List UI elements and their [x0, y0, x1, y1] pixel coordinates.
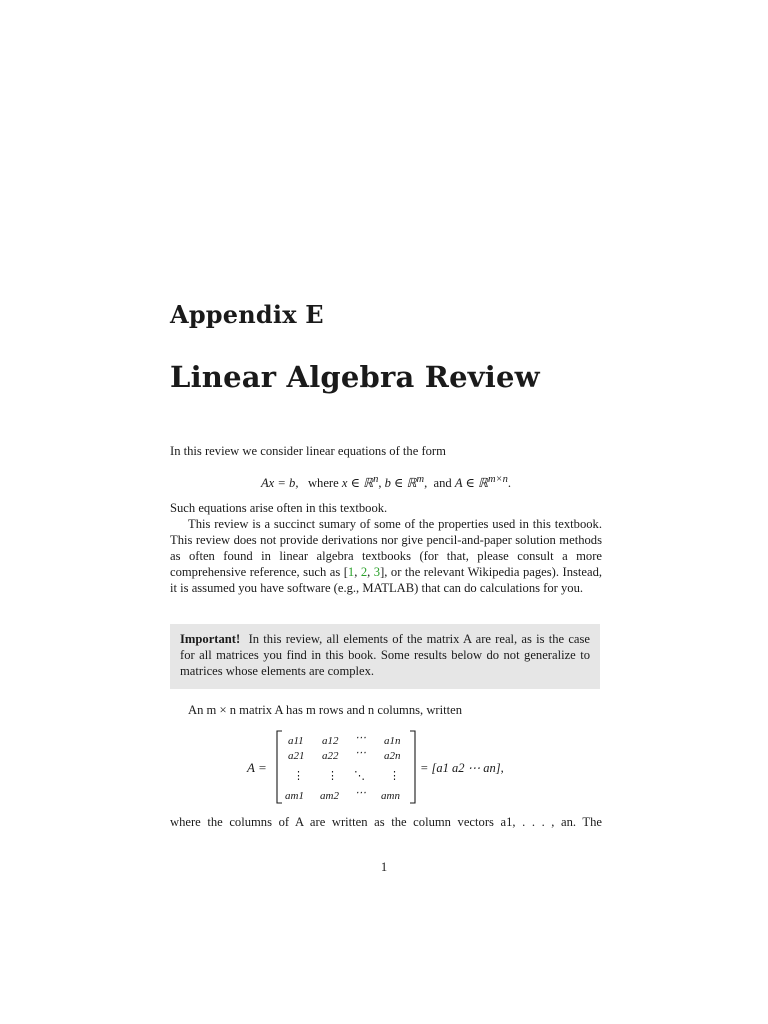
matrix-cell: ⋮ [327, 770, 338, 782]
appendix-label: Appendix E [170, 300, 324, 329]
page-number: 1 [380, 860, 388, 874]
matrix-cell: ⋯ [355, 747, 366, 759]
chapter-title: Linear Algebra Review [170, 360, 540, 394]
equation-linear-system: Ax = b, where x ∈ ℝ$^n$, b ∈ ℝ$^m$, and A ∈ ℝ$^{m\times n}$. [260, 474, 512, 491]
citation-link-1[interactable]: 1 [347, 564, 355, 579]
matrix-cell: am2 [320, 790, 339, 802]
matrix-cell: amn [381, 790, 400, 802]
eq-a-part: A ∈ ℝ [454, 476, 488, 491]
matrix-cell: am1 [285, 790, 304, 802]
eq-lhs: Ax = b, [260, 476, 299, 491]
matrix-equation [0, 727, 768, 827]
matrix-cell: ⋮ [389, 770, 400, 782]
matrix-cell: a21 [288, 750, 305, 762]
important-callout [170, 624, 600, 689]
matrix-cell: a1n [384, 735, 401, 747]
eq-end: . [507, 476, 512, 491]
citation-link-2[interactable]: 2 [360, 564, 368, 579]
eq-b-part: b ∈ ℝ [384, 476, 417, 491]
paragraph-2-text-a: This review is a succinct sumary of some of the properties used in this textbook. This review does not provide derivations nor give pencil-and-paper solution methods as often found in linear algebra textbooks (for that, please consult a more comprehensive reference, such as [ [170, 516, 602, 579]
matrix-cell: a12 [322, 735, 339, 747]
eq-b-sup: m [416, 474, 425, 485]
eq-where: where [307, 476, 339, 491]
closing-sentence: where the columns of A are written as the column vectors a1, . . . , an. The [170, 815, 602, 829]
matrix-rhs: = [a1 a2 ⋯ an], [420, 761, 504, 775]
matrix-cell: a11 [288, 735, 304, 747]
callout-text: In this review, all elements of the matrix A are real, as is the case for all matrices you find in this book. Some results below do not generalize to matrices whose elements are complex. [180, 632, 590, 678]
closing-text [170, 815, 602, 831]
matrix-lhs: A = [247, 760, 267, 775]
matrix-cell: a22 [322, 750, 339, 762]
paragraph-1: Such equations arise often in this textbook. [170, 501, 388, 515]
matrix-left-bracket [277, 731, 282, 803]
citation-link-3[interactable]: 3 [373, 564, 381, 579]
body-text [170, 501, 602, 596]
matrix-entries [285, 732, 401, 802]
callout-lead: Important! [180, 632, 241, 646]
eq-a-sup: m×n [487, 474, 508, 485]
matrix-cell: a2n [384, 750, 401, 762]
matrix-cell: ⋯ [355, 787, 366, 799]
eq-x-part: x ∈ ℝ [341, 476, 374, 491]
paragraph-2-text-b: ], or the relevant Wikipedia pages). Instead, it is assumed you have software (e.g., MATLAB) that can do calculations for you. [170, 564, 603, 595]
intro-sentence: In this review we consider linear equations of the form [170, 444, 446, 458]
matrix-right-bracket [410, 731, 415, 803]
matrix-cell: ⋱ [354, 770, 365, 782]
paragraph-2: This review is a succinct sumary of some of the properties used in this textbook. This review does not provide derivations nor give pencil-and-paper solution methods as often found in linear algebra textbooks (for that, please consult a more comprehensive reference, such as [1, 2, 3], or the relevant Wikipedia pages). Instead, it is assumed you have software (e.g., MATLAB) that can do calculations for you. [170, 516, 603, 595]
matrix-cell: ⋮ [293, 770, 304, 782]
eq-x-sup: n [373, 474, 379, 485]
matrix-cell: ⋯ [355, 732, 366, 744]
eq-and: and [433, 476, 452, 491]
matrix-intro: An m × n matrix A has m rows and n columns, written [188, 703, 462, 717]
